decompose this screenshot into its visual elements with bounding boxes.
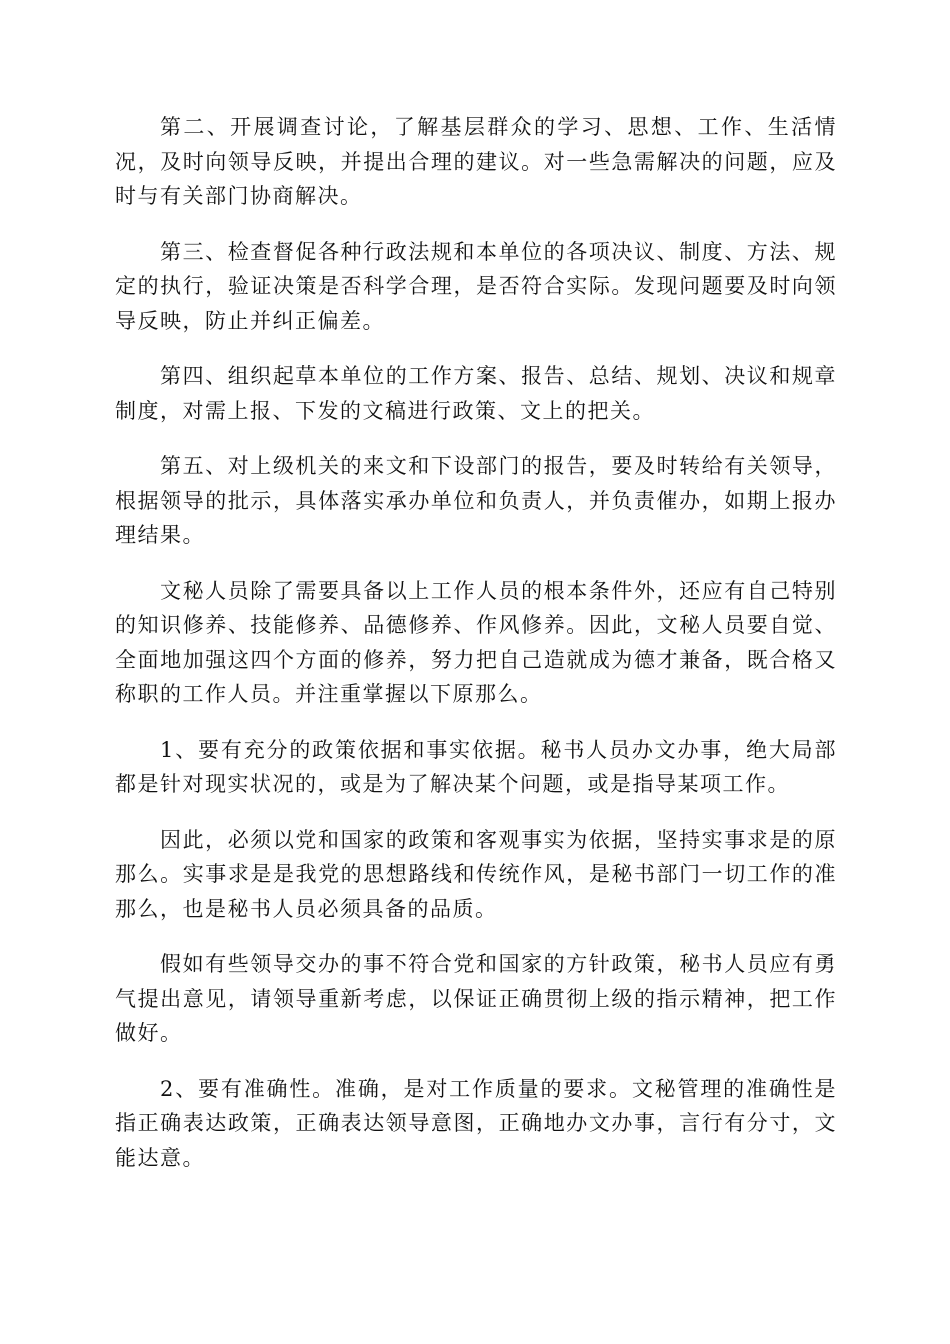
- paragraph-principle-1-courage: 假如有些领导交办的事不符合党和国家的方针政策，秘书人员应有勇气提出意见，请领导重新考虑，以保证正确贯彻上级的指示精神，把工作做好。: [115, 952, 837, 1045]
- paragraph-principle-2: 2、要有准确性。准确，是对工作质量的要求。文秘管理的准确性是指正确表达政策，正确表达领导意图，正确地办文办事，言行有分寸，文能达意。: [115, 1076, 837, 1170]
- paragraph-duty-2: 第二、开展调查讨论，了解基层群众的学习、思想、工作、生活情况，及时向领导反映，并提出合理的建议。对一些急需解决的问题，应及时与有关部门协商解决。: [115, 115, 837, 208]
- document-body: [115, 110, 837, 1196]
- paragraph-principle-1-detail: 因此，必须以党和国家的政策和客观事实为依据，坚持实事求是的原那么。实事求是是我党的思想路线和传统作风，是秘书部门一切工作的准那么，也是秘书人员必须具备的品质。: [115, 827, 837, 921]
- paragraph-duty-5: 第五、对上级机关的来文和下设部门的报告，要及时转给有关领导，根据领导的批示，具体落实承办单位和负责人，并负责催办，如期上报办理结果。: [115, 454, 837, 547]
- paragraph-duty-3: 第三、检查督促各种行政法规和本单位的各项决议、制度、方法、规定的执行，验证决策是否科学合理，是否符合实际。发现问题要及时向领导反映，防止并纠正偏差。: [115, 239, 837, 333]
- paragraph-duty-4: 第四、组织起草本单位的工作方案、报告、总结、规划、决议和规章制度，对需上报、下发的文稿进行政策、文上的把关。: [115, 364, 837, 423]
- paragraph-cultivation: 文秘人员除了需要具备以上工作人员的根本条件外，还应有自己特别的知识修养、技能修养、品德修养、作风修养。因此，文秘人员要自觉、全面地加强这四个方面的修养，努力把自己造就成为德才兼备，既合格又称职的工作人员。并注重掌握以下原那么。: [115, 578, 837, 706]
- paragraph-principle-1: 1、要有充分的政策依据和事实依据。秘书人员办文办事，绝大局部都是针对现实状况的，或是为了解决某个问题，或是指导某项工作。: [115, 737, 837, 796]
